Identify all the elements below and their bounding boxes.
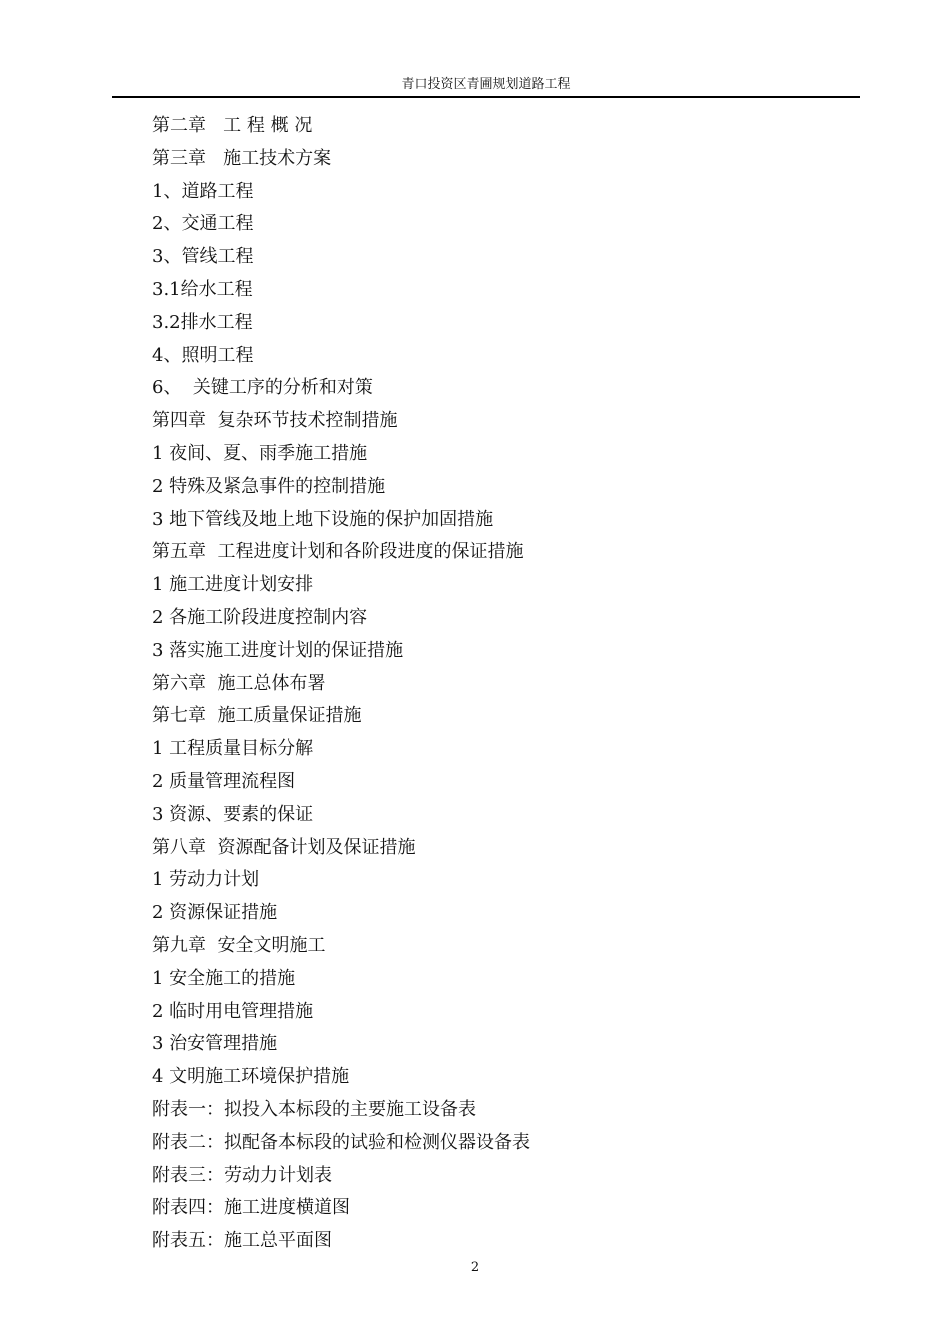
toc-item: 3.2排水工程	[152, 311, 253, 333]
toc-item: 3、管线工程	[152, 246, 254, 268]
toc-item: 4 文明施工环境保护措施	[152, 1066, 350, 1088]
page-number: 2	[470, 1260, 480, 1275]
toc-item-chapter-9: 第九章 安全文明施工	[152, 934, 326, 956]
toc-item-appendix: 附表三：劳动力计划表	[152, 1164, 332, 1186]
toc-item-chapter-4: 第四章 复杂环节技术控制措施	[152, 410, 398, 432]
toc-item: 3 落实施工进度计划的保证措施	[152, 639, 404, 661]
toc-item: 3 资源、要素的保证	[152, 803, 314, 825]
page-header	[112, 76, 860, 98]
toc-item: 1、道路工程	[152, 180, 254, 202]
toc-item-appendix: 附表一：拟投入本标段的主要施工设备表	[152, 1098, 476, 1120]
toc-item: 2 特殊及紧急事件的控制措施	[152, 475, 386, 497]
toc-item-appendix: 附表二：拟配备本标段的试验和检测仪器设备表	[152, 1131, 530, 1153]
toc-item: 1 劳动力计划	[152, 869, 260, 891]
toc-item: 3 地下管线及地上地下设施的保护加固措施	[152, 508, 494, 530]
toc-item: 2 质量管理流程图	[152, 770, 296, 792]
toc-item: 2 各施工阶段进度控制内容	[152, 606, 368, 628]
toc-item: 1 夜间、夏、雨季施工措施	[152, 442, 368, 464]
toc-item: 4、照明工程	[152, 344, 254, 366]
toc-item: 3 治安管理措施	[152, 1033, 278, 1055]
toc-item-chapter-3: 第三章 施工技术方案	[152, 147, 332, 169]
toc-item-chapter-2: 第二章 工 程 概 况	[152, 115, 313, 136]
toc-item: 2 资源保证措施	[152, 902, 278, 924]
toc-item: 1 施工进度计划安排	[152, 574, 314, 596]
toc-item-appendix: 附表四：施工进度横道图	[152, 1197, 350, 1219]
toc-item: 1 工程质量目标分解	[152, 738, 314, 760]
toc-item-chapter-6: 第六章 施工总体布署	[152, 672, 326, 694]
toc-item-appendix: 附表五：施工总平面图	[152, 1230, 332, 1252]
toc-item: 2、交通工程	[152, 213, 254, 235]
toc-item: 6、 关键工序的分析和对策	[152, 377, 373, 399]
toc-item-chapter-8: 第八章 资源配备计划及保证措施	[152, 836, 416, 858]
toc-item-chapter-5: 第五章 工程进度计划和各阶段进度的保证措施	[152, 541, 524, 563]
document-header-title: 青口投资区青圃规划道路工程	[401, 77, 571, 92]
toc-item: 1 安全施工的措施	[152, 967, 296, 989]
toc-item: 2 临时用电管理措施	[152, 1000, 314, 1022]
table-of-contents	[152, 112, 832, 1260]
toc-item-chapter-7: 第七章 施工质量保证措施	[152, 705, 362, 727]
toc-item: 3.1给水工程	[152, 278, 253, 300]
